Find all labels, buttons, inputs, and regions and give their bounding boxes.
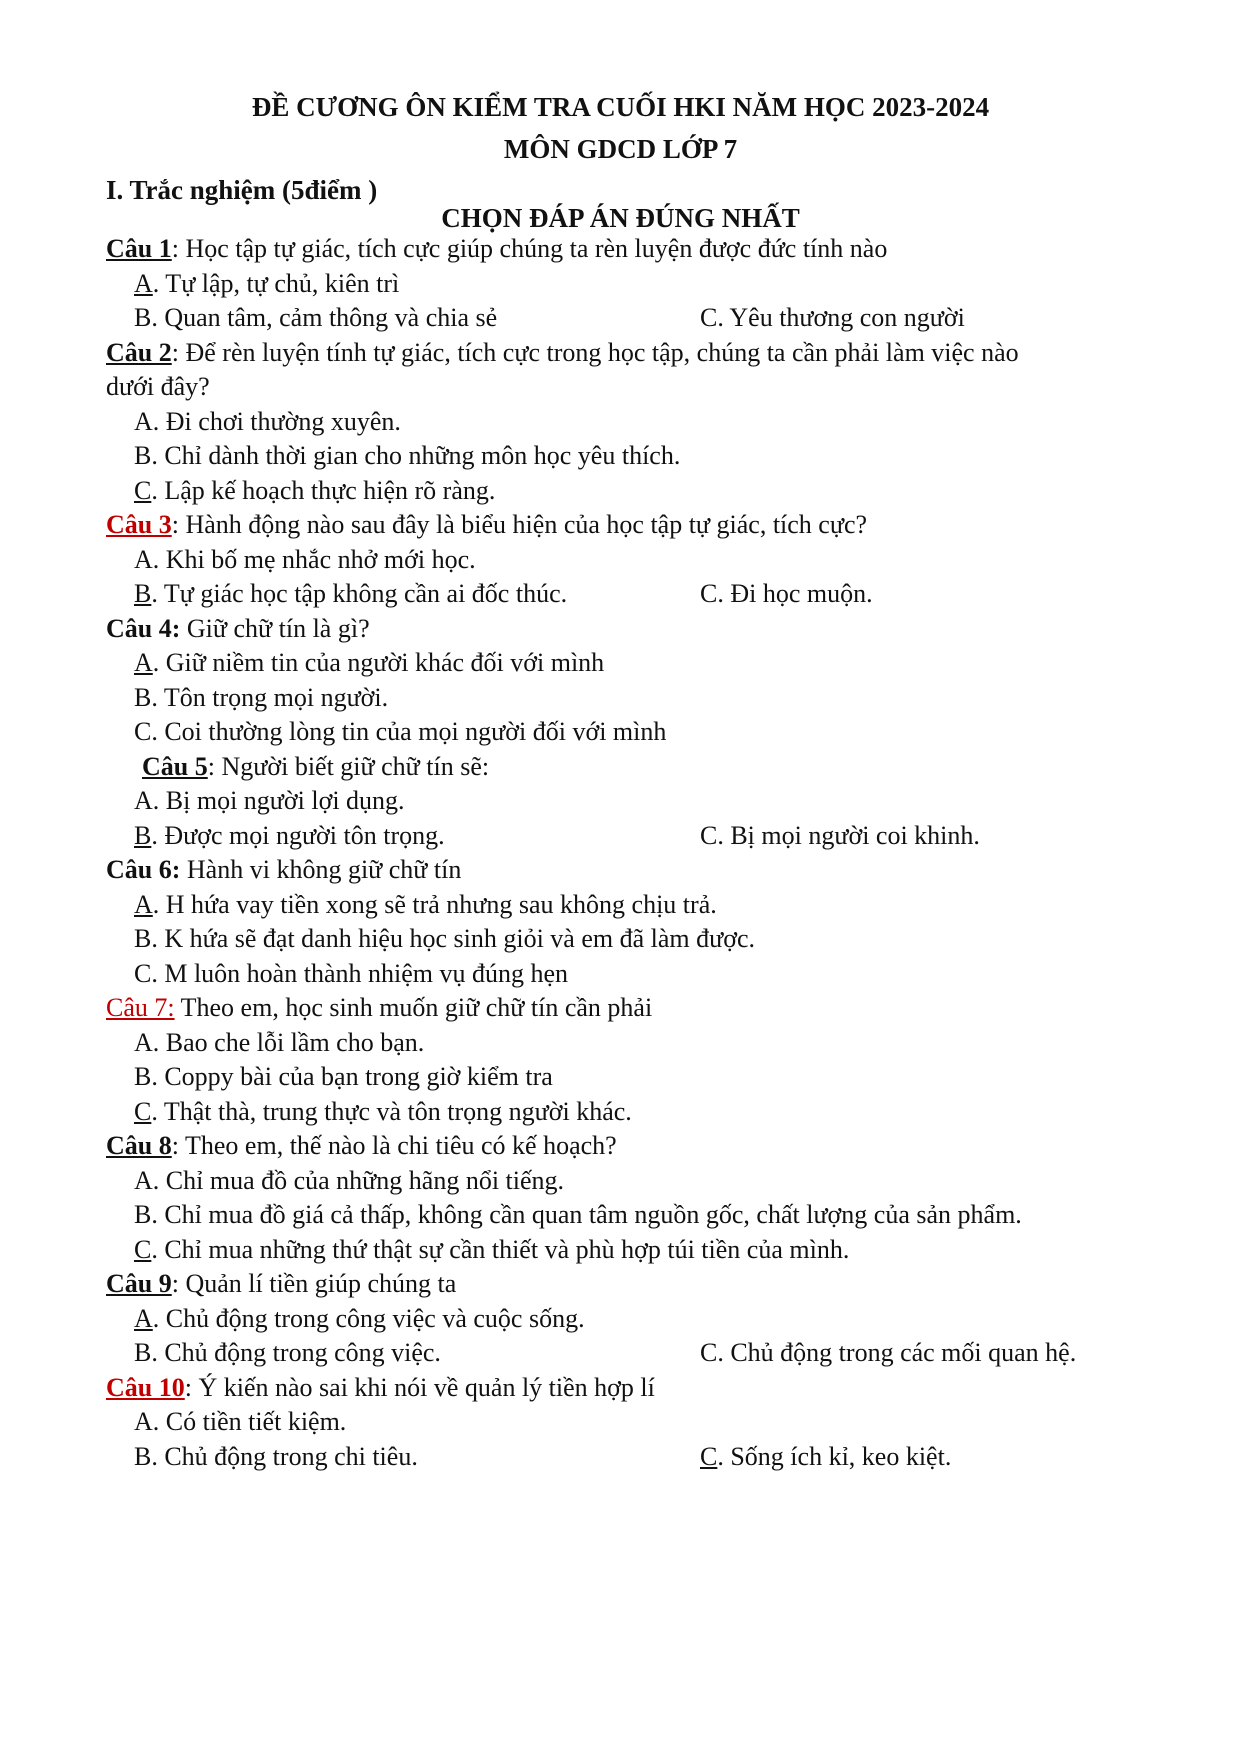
question-5	[142, 749, 489, 785]
question-text: : Theo em, thế nào là chi tiêu có kế hoạch?	[171, 1131, 617, 1160]
q1-option-b: B. Quan tâm, cảm thông và chia sẻ	[134, 303, 498, 332]
q1-option-a: A. Tự lập, tự chủ, kiên trì	[134, 269, 400, 298]
q10-option-c: C. Sống ích kỉ, keo kiệt.	[700, 1442, 952, 1471]
q9-option-b: B. Chủ động trong công việc.	[134, 1338, 441, 1367]
question-8	[106, 1128, 617, 1164]
q6-option-a: A. H hứa vay tiền xong sẽ trả nhưng sau không chịu trả.	[134, 890, 717, 919]
question-2-continued: dưới đây?	[106, 372, 210, 401]
question-text: : Người biết giữ chữ tín sẽ:	[207, 752, 490, 781]
question-text: Giữ chữ tín là gì?	[180, 614, 370, 643]
question-1	[106, 231, 887, 267]
question-text: : Để rèn luyện tính tự giác, tích cực trong học tập, chúng ta cần phải làm việc nào	[171, 338, 1019, 367]
question-9	[106, 1266, 456, 1302]
question-label: Câu 6:	[106, 855, 181, 884]
q2-option-c: C. Lập kế hoạch thực hiện rõ ràng.	[134, 476, 496, 505]
q2-option-b: B. Chỉ dành thời gian cho những môn học yêu thích.	[134, 441, 681, 470]
q5-option-c: C. Bị mọi người coi khinh.	[700, 821, 980, 850]
q10-option-b: B. Chủ động trong chi tiêu.	[134, 1442, 418, 1471]
question-6	[106, 852, 461, 888]
question-label: Câu 5	[142, 752, 208, 781]
question-7	[106, 990, 652, 1026]
question-label: Câu 3	[106, 510, 172, 539]
question-text: Theo em, học sinh muốn giữ chữ tín cần phải	[174, 993, 653, 1022]
q8-option-a: A. Chỉ mua đồ của những hãng nổi tiếng.	[134, 1166, 565, 1195]
q5-option-b: B. Được mọi người tôn trọng.	[134, 821, 445, 850]
question-text: : Quản lí tiền giúp chúng ta	[171, 1269, 457, 1298]
instruction-heading: CHỌN ĐÁP ÁN ĐÚNG NHẤT	[441, 203, 800, 233]
q5-option-a: A. Bị mọi người lợi dụng.	[134, 786, 405, 815]
q7-option-c: C. Thật thà, trung thực và tôn trọng người khác.	[134, 1097, 632, 1126]
q7-option-b: B. Coppy bài của bạn trong giờ kiểm tra	[134, 1062, 553, 1091]
section-heading: I. Trắc nghiệm (5điểm )	[106, 175, 378, 205]
question-text: : Học tập tự giác, tích cực giúp chúng ta rèn luyện được đức tính nào	[171, 234, 888, 263]
question-label: Câu 2	[106, 338, 172, 367]
q4-option-c: C. Coi thường lòng tin của mọi người đối với mình	[134, 717, 667, 746]
q3-option-c: C. Đi học muộn.	[700, 579, 873, 608]
q9-option-a: A. Chủ động trong công việc và cuộc sống.	[134, 1304, 585, 1333]
q8-option-c: C. Chỉ mua những thứ thật sự cần thiết và phù hợp túi tiền của mình.	[134, 1235, 850, 1264]
question-label: Câu 8	[106, 1131, 172, 1160]
q9-option-c: C. Chủ động trong các mối quan hệ.	[700, 1338, 1077, 1367]
question-4	[106, 611, 370, 647]
question-label: Câu 1	[106, 234, 172, 263]
q10-option-a: A. Có tiền tiết kiệm.	[134, 1407, 347, 1436]
question-2	[106, 335, 1019, 371]
question-label: Câu 10	[106, 1373, 185, 1402]
question-label: Câu 4:	[106, 614, 181, 643]
question-3	[106, 507, 867, 543]
q3-option-a: A. Khi bố mẹ nhắc nhở mới học.	[134, 545, 476, 574]
q2-option-a: A. Đi chơi thường xuyên.	[134, 407, 401, 436]
q4-option-a: A. Giữ niềm tin của người khác đối với mình	[134, 648, 605, 677]
question-label: Câu 9	[106, 1269, 172, 1298]
document-subtitle: MÔN GDCD LỚP 7	[503, 134, 738, 164]
q3-option-b: B. Tự giác học tập không cần ai đốc thúc.	[134, 579, 568, 608]
document-title: ĐỀ CƯƠNG ÔN KIỂM TRA CUỐI HKI NĂM HỌC 2023-2024	[251, 92, 990, 122]
question-text: : Ý kiến nào sai khi nói về quản lý tiền hợp lí	[184, 1373, 655, 1402]
question-10	[106, 1370, 655, 1406]
q4-option-b: B. Tôn trọng mọi người.	[134, 683, 389, 712]
question-label: Câu 7:	[106, 993, 175, 1022]
question-text: : Hành động nào sau đây là biểu hiện của học tập tự giác, tích cực?	[171, 510, 868, 539]
q8-option-b: B. Chỉ mua đồ giá cả thấp, không cần quan tâm nguồn gốc, chất lượng của sản phẩm.	[134, 1200, 1022, 1229]
q6-option-b: B. K hứa sẽ đạt danh hiệu học sinh giỏi và em đã làm được.	[134, 924, 756, 953]
q7-option-a: A. Bao che lỗi lầm cho bạn.	[134, 1028, 425, 1057]
q1-option-c: C. Yêu thương con người	[700, 303, 965, 332]
q6-option-c: C. M luôn hoàn thành nhiệm vụ đúng hẹn	[134, 959, 569, 988]
question-text: Hành vi không giữ chữ tín	[180, 855, 462, 884]
